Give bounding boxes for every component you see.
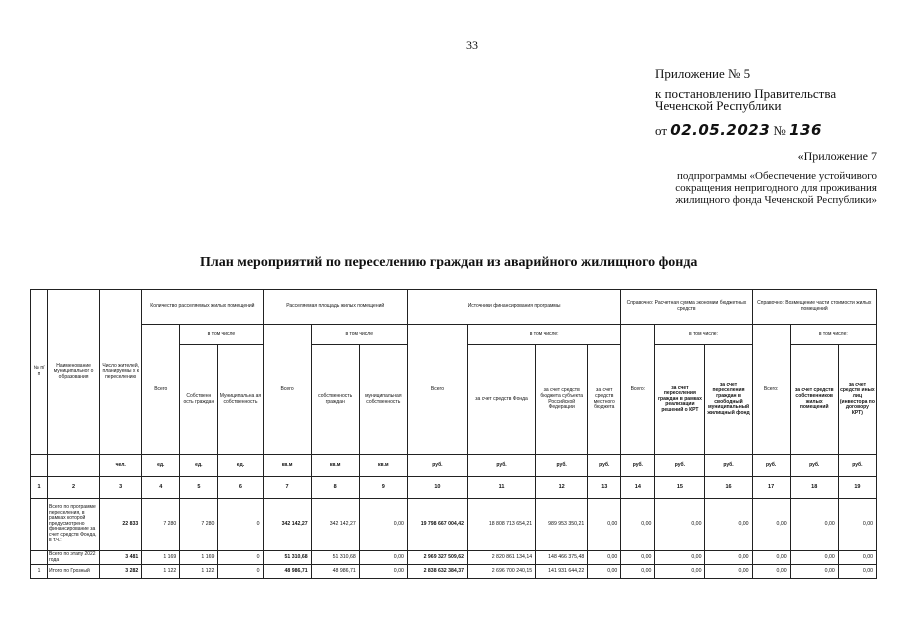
unit-10: руб. — [407, 455, 467, 477]
cell-count-total: 7 280 — [142, 499, 180, 551]
cell-people: 22 833 — [100, 499, 142, 551]
unit-4: ед. — [142, 455, 180, 477]
header-row-including — [31, 325, 877, 345]
cell-sources-total: 2 838 632 384,37 — [407, 565, 467, 579]
cell-budget-total: 0,00 — [621, 499, 655, 551]
column-numbers-row — [31, 477, 877, 499]
col-number-19: 19 — [838, 477, 876, 499]
row-name: Всего по программе переселения, в рамках которой предусмотрено финансирование за счет средств Фонда, в т.ч.: — [48, 499, 100, 551]
col-number-1: 1 — [31, 477, 48, 499]
header-group-count: Количество расселяемых жилых помещений — [142, 290, 263, 325]
appendix-line-2: Чеченской Республики — [655, 98, 782, 113]
header-budget-total: Всего: — [621, 325, 655, 455]
resettlement-plan-table — [30, 289, 877, 579]
header-area-including: в том числе — [311, 325, 407, 345]
row-num: 1 — [31, 565, 48, 579]
units-row — [31, 455, 877, 477]
cell-src-fund: 2 820 861 134,14 — [467, 551, 535, 565]
cell-src-fund: 2 696 700 240,15 — [467, 565, 535, 579]
header-row-groups — [31, 290, 877, 325]
unit-13: руб. — [588, 455, 621, 477]
page-number: 33 — [466, 38, 478, 52]
header-num: № п/ п — [31, 290, 48, 455]
cell-budget-free: 0,00 — [705, 499, 752, 551]
col-number-18: 18 — [790, 477, 838, 499]
row-name: Итого по Грозный — [48, 565, 100, 579]
unit-9: кв.м — [359, 455, 407, 477]
cell-area-municipal: 0,00 — [359, 565, 407, 579]
cell-area-citizens: 51 310,68 — [311, 551, 359, 565]
cell-src-subject: 141 931 644,22 — [536, 565, 588, 579]
header-count-total: Всего — [142, 325, 180, 455]
unit-7: кв.м — [263, 455, 311, 477]
col-number-16: 16 — [705, 477, 752, 499]
row-num — [31, 551, 48, 565]
col-number-11: 11 — [467, 477, 535, 499]
cell-count-municipal: 0 — [218, 565, 263, 579]
col-number-3: 3 — [100, 477, 142, 499]
header-area-total: Всего — [263, 325, 311, 455]
table-row — [31, 551, 877, 565]
col-number-9: 9 — [359, 477, 407, 499]
unit-19: руб. — [838, 455, 876, 477]
header-group-sources: Источники финансирования программы — [407, 290, 620, 325]
handwritten-number: 136 — [789, 121, 822, 139]
cell-comp-others: 0,00 — [838, 551, 876, 565]
cell-people: 3 481 — [100, 551, 142, 565]
cell-src-local: 0,00 — [588, 499, 621, 551]
subprogram-appendix: «Приложение 7 — [797, 149, 877, 163]
header-people: Число жителей, планируемы х к переселению — [100, 290, 142, 455]
header-group-budget: Справочно: Расчетная сумма экономии бюджетных средств — [621, 290, 752, 325]
header-count-including: в том числе — [180, 325, 263, 345]
col-number-17: 17 — [752, 477, 790, 499]
cell-count-total: 1 122 — [142, 565, 180, 579]
cell-budget-total: 0,00 — [621, 565, 655, 579]
header-src-subject: за счет средств бюджета субъекта Российской Федерации — [536, 345, 588, 455]
subprogram-line-3: жилищного фонда Чеченской Республики» — [675, 194, 877, 206]
col-number-2: 2 — [48, 477, 100, 499]
unit-18: руб. — [790, 455, 838, 477]
cell-src-subject: 989 953 350,21 — [536, 499, 588, 551]
col-number-6: 6 — [218, 477, 263, 499]
unit-14: руб. — [621, 455, 655, 477]
header-comp-including: в том числе: — [790, 325, 876, 345]
unit-12: руб. — [536, 455, 588, 477]
cell-comp-total: 0,00 — [752, 551, 790, 565]
appendix-date-line — [655, 121, 822, 139]
units-empty-1 — [31, 455, 48, 477]
subprogram-line-2: сокращения непригодного для проживания — [675, 182, 877, 194]
appendix-title: Приложение № 5 — [655, 66, 751, 81]
plan-title: План мероприятий по переселению граждан из аварийного жилищного фонда — [200, 255, 698, 270]
header-area-citizens: собственность граждан — [311, 345, 359, 455]
col-number-7: 7 — [263, 477, 311, 499]
header-src-local: за счет средств местного бюджета — [588, 345, 621, 455]
cell-budget-free: 0,00 — [705, 551, 752, 565]
units-empty-2 — [48, 455, 100, 477]
handwritten-date: 02.05.2023 — [670, 121, 771, 139]
cell-comp-total: 0,00 — [752, 565, 790, 579]
table-row — [31, 499, 877, 551]
date-prefix: от — [655, 123, 668, 138]
header-count-municipal: Муниципальна ая собственность — [218, 345, 263, 455]
cell-area-total: 342 142,27 — [263, 499, 311, 551]
cell-area-municipal: 0,00 — [359, 551, 407, 565]
header-budget-resettlement: за счет переселения граждан в рамках реализации решений о КРТ — [655, 345, 705, 455]
cell-comp-owners: 0,00 — [790, 551, 838, 565]
number-prefix: № — [773, 123, 786, 138]
col-number-10: 10 — [407, 477, 467, 499]
unit-6: ед. — [218, 455, 263, 477]
cell-area-municipal: 0,00 — [359, 499, 407, 551]
cell-src-fund: 18 808 713 654,21 — [467, 499, 535, 551]
table-row — [31, 565, 877, 579]
cell-comp-others: 0,00 — [838, 499, 876, 551]
cell-sources-total: 19 798 667 004,42 — [407, 499, 467, 551]
col-number-8: 8 — [311, 477, 359, 499]
cell-area-citizens: 48 986,71 — [311, 565, 359, 579]
cell-count-total: 1 169 — [142, 551, 180, 565]
cell-comp-total: 0,00 — [752, 499, 790, 551]
header-budget-including: в том числе: — [655, 325, 752, 345]
cell-comp-others: 0,00 — [838, 565, 876, 579]
header-comp-owners: за счет средств собственников жилых помещений — [790, 345, 838, 455]
col-number-12: 12 — [536, 477, 588, 499]
unit-5: ед. — [180, 455, 218, 477]
unit-15: руб. — [655, 455, 705, 477]
col-number-4: 4 — [142, 477, 180, 499]
cell-comp-owners: 0,00 — [790, 565, 838, 579]
cell-src-subject: 148 466 375,48 — [536, 551, 588, 565]
unit-11: руб. — [467, 455, 535, 477]
cell-budget-free: 0,00 — [705, 565, 752, 579]
cell-area-total: 48 986,71 — [263, 565, 311, 579]
cell-count-municipal: 0 — [218, 551, 263, 565]
cell-sources-total: 2 969 327 509,62 — [407, 551, 467, 565]
header-sources-including: в том числе: — [467, 325, 620, 345]
cell-budget-resettlement: 0,00 — [655, 565, 705, 579]
header-sources-total: Всего — [407, 325, 467, 455]
cell-count-citizens: 1 122 — [180, 565, 218, 579]
unit-8: кв.м — [311, 455, 359, 477]
col-number-13: 13 — [588, 477, 621, 499]
row-num — [31, 499, 48, 551]
cell-count-citizens: 7 280 — [180, 499, 218, 551]
header-area-municipal: муниципальная собственность — [359, 345, 407, 455]
cell-src-local: 0,00 — [588, 565, 621, 579]
unit-3: чел. — [100, 455, 142, 477]
subprogram-line-1: подпрограммы «Обеспечение устойчивого — [677, 170, 877, 182]
header-group-compensation: Справочно: Возмещение части стоимости жилых помещений — [752, 290, 876, 325]
cell-area-total: 51 310,68 — [263, 551, 311, 565]
header-municipality: Наименование муниципальног о образования — [48, 290, 100, 455]
unit-17: руб. — [752, 455, 790, 477]
header-budget-free: за счет переселения граждан в свободный муниципальный жилищный фонд — [705, 345, 752, 455]
header-comp-total: Всего: — [752, 325, 790, 455]
col-number-5: 5 — [180, 477, 218, 499]
cell-count-municipal: 0 — [218, 499, 263, 551]
col-number-15: 15 — [655, 477, 705, 499]
cell-budget-resettlement: 0,00 — [655, 499, 705, 551]
row-name: Всего по этапу 2022 года — [48, 551, 100, 565]
header-comp-others: за счет средств иных лиц (инвестора по договору КРТ) — [838, 345, 876, 455]
appendix-line-1: к постановлению Правительства — [655, 86, 837, 101]
cell-people: 3 282 — [100, 565, 142, 579]
cell-budget-resettlement: 0,00 — [655, 551, 705, 565]
col-number-14: 14 — [621, 477, 655, 499]
header-group-area: Расселяемая площадь жилых помещений — [263, 290, 407, 325]
unit-16: руб. — [705, 455, 752, 477]
header-src-fund: за счет средств Фонда — [467, 345, 535, 455]
cell-budget-total: 0,00 — [621, 551, 655, 565]
cell-comp-owners: 0,00 — [790, 499, 838, 551]
cell-area-citizens: 342 142,27 — [311, 499, 359, 551]
header-count-citizens: Собственн ость граждан — [180, 345, 218, 455]
cell-count-citizens: 1 169 — [180, 551, 218, 565]
cell-src-local: 0,00 — [588, 551, 621, 565]
